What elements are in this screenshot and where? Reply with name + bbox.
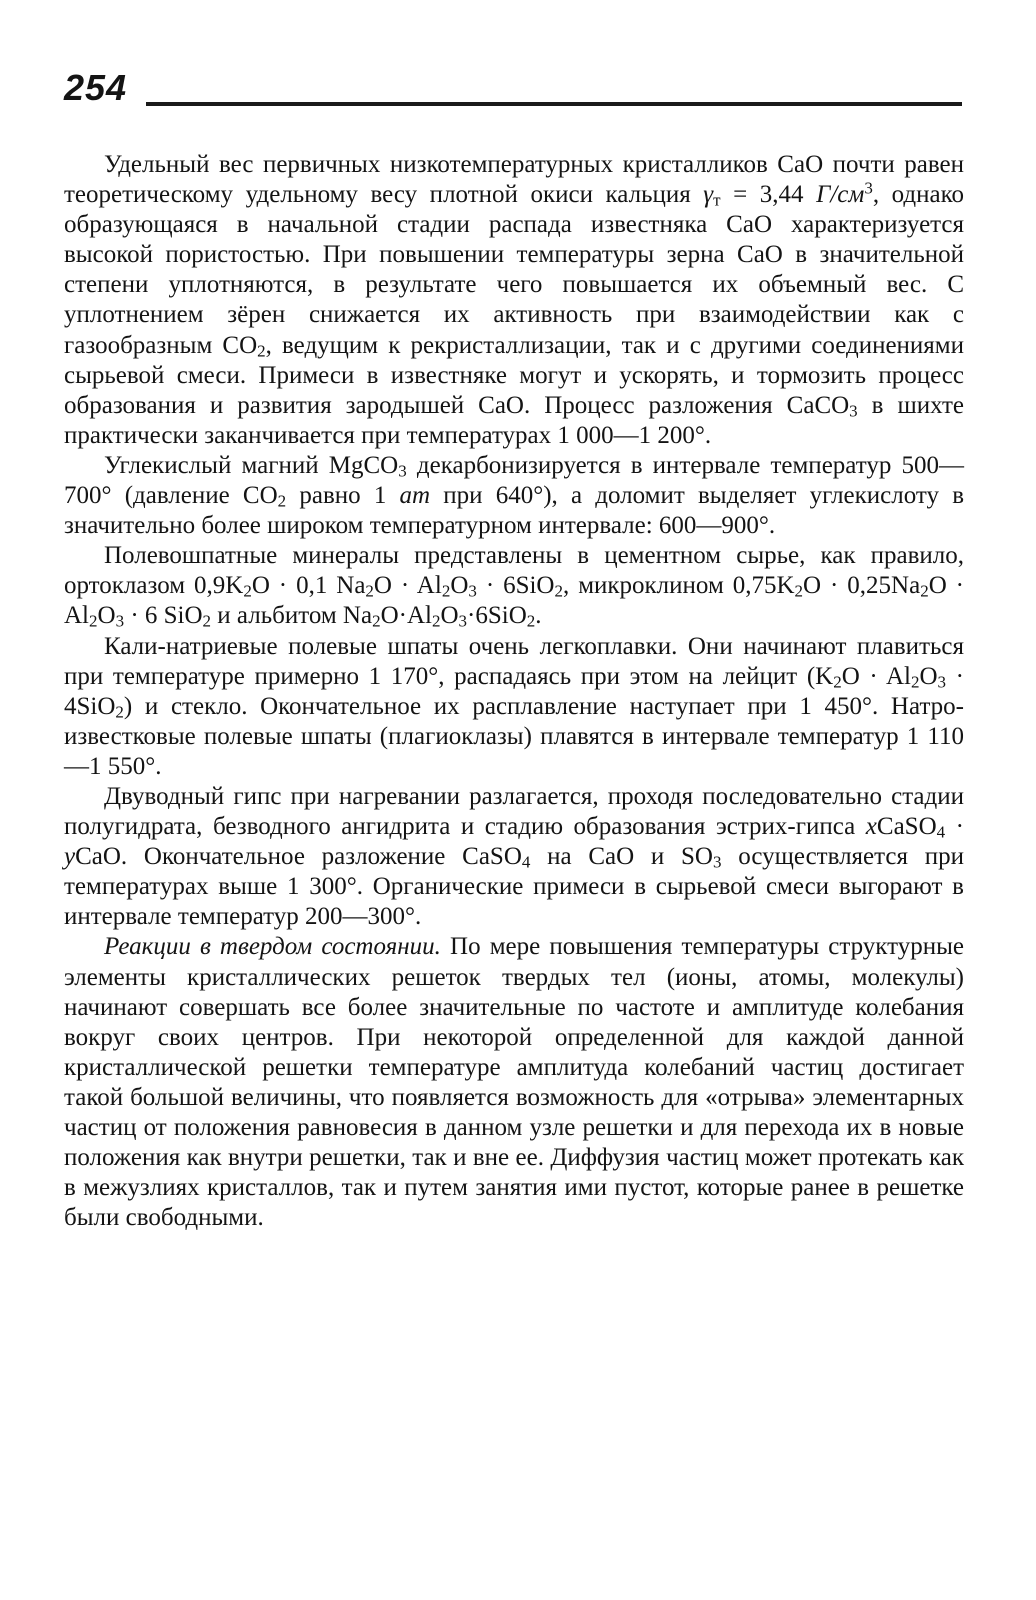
- text-segment: осуществляется при температурах выше 1 300°. Органические примеси в сырьевой смеси выгорают в интервале температур 200—300°.: [64, 843, 964, 931]
- text-segment: и альбитом Na: [211, 602, 373, 630]
- text-segment: ) и стекло. Окончательное их расплавление наступает при 1 450°. Натро-известковые полевые шпаты (плагиоклазы) плавятся в интервале температур 1 110—1 550°.: [64, 692, 964, 780]
- page-header: [64, 66, 962, 112]
- paragraph-feldspar-melting: [64, 632, 964, 782]
- text-segment: · 6 SiO: [124, 602, 203, 630]
- text-segment: ат: [399, 482, 431, 510]
- text-segment: 3: [398, 461, 407, 481]
- text-segment: 4: [521, 852, 531, 872]
- text-segment: т: [713, 190, 721, 210]
- paragraph-gypsum-lime-density: [64, 150, 964, 451]
- text-segment: O · Al: [64, 572, 965, 630]
- text-segment: в шихте практически заканчивается при температурах 1 000—1 200°.: [64, 391, 964, 449]
- text-segment: = 3,44: [720, 181, 817, 209]
- text-segment: O·Al: [380, 602, 432, 630]
- text-segment: 2: [910, 672, 920, 692]
- text-segment: По мере повышения температуры структурные элементы кристаллических решеток твердых тел (ионы, атомы, молекулы) начинают совершать все более значительные по частоте и амплитуде колебания вокруг своих центров. При некоторой определенной для каждой данной кристаллической решетки температуре амплитуда колебаний частиц достигает такой большой величины, что появляется возможность для «отрыва» элементарных частиц от положения равновесия в данном узле решетки и для перехода их в новые положения как внутри решетки, так и вне ее. Диффузия частиц может протекать как в межузлиях кристаллов, так и путем занятия ими пустот, которые ранее в решетке были свободными.: [64, 933, 964, 1232]
- text-segment: 3: [864, 178, 873, 198]
- text-segment: при 640°), а доломит выделяет углекислоту в значительно более широком температурном интервале: 600—900°.: [64, 482, 964, 540]
- text-segment: равно 1: [286, 482, 400, 510]
- text-segment: Углекислый магний MgCO: [104, 451, 399, 479]
- text-segment: 2: [202, 612, 212, 632]
- text-segment: Реакции в твердом состоянии.: [104, 933, 441, 961]
- text-segment: O · Al: [373, 572, 442, 600]
- text-segment: O · Al: [841, 662, 911, 690]
- text-segment: O: [450, 572, 469, 600]
- text-segment: 3: [458, 612, 468, 632]
- body-text: [64, 150, 964, 1233]
- text-segment: 2: [89, 612, 98, 632]
- page-number: 254: [64, 67, 128, 108]
- paragraph-magnesium-carbonate: [64, 451, 964, 541]
- text-segment: декарбонизируется в интервале температур 500—700° (давление СО: [64, 451, 964, 510]
- text-segment: на СаО и SO: [530, 843, 713, 871]
- text-segment: Двуводный гипс при нагревании разлагается, проходя последовательно стадии полугидрата, безводного ангидрита и стадию образования эстрих-гипса: [64, 782, 964, 841]
- text-segment: y: [64, 843, 76, 871]
- text-segment: Г/см: [816, 181, 865, 209]
- text-segment: 2: [431, 612, 441, 632]
- text-segment: 4: [936, 822, 946, 842]
- text-segment: 2: [794, 582, 804, 602]
- text-segment: , ведущим к рекристаллизации, так и с другими соединениями сырьевой смеси. Примеси в известняке могут и ускорять, и тормозить процесс образования и развития зародышей СаО. Процесс разложения СаСО: [64, 331, 965, 419]
- text-segment: O: [440, 602, 459, 630]
- text-segment: 2: [257, 341, 266, 361]
- paragraph-solid-state-reactions: [64, 932, 964, 1233]
- text-segment: 2: [277, 491, 287, 511]
- text-segment: CaSO: [876, 813, 937, 841]
- text-segment: O · 0,25Na: [803, 572, 921, 600]
- text-segment: 3: [712, 852, 722, 872]
- text-segment: · 4SiO: [64, 662, 965, 720]
- text-segment: 2: [526, 612, 536, 632]
- text-segment: 2: [441, 582, 451, 602]
- header-rule: [146, 102, 962, 106]
- text-segment: .: [535, 602, 542, 630]
- text-segment: 3: [849, 401, 858, 421]
- text-segment: ·6SiO: [467, 602, 527, 630]
- text-segment: γ: [703, 181, 714, 209]
- text-segment: 2: [243, 582, 252, 602]
- text-segment: Полевошпатные минералы представлены в цементном сырье, как правило, ортоклазом 0,9K: [64, 542, 964, 600]
- text-segment: 2: [365, 582, 374, 602]
- text-segment: 2: [920, 582, 929, 602]
- text-segment: Удельный вес первичных низкотемпературных кристалликов СаО почти равен теоретическому удельному весу плотной окиси кальция: [64, 151, 964, 209]
- paragraph-feldspar-minerals: [64, 541, 964, 631]
- text-segment: 2: [554, 582, 563, 602]
- text-segment: O · 0,1 Na: [251, 572, 366, 600]
- text-segment: ·: [945, 813, 964, 841]
- text-segment: · 6SiO: [476, 572, 555, 600]
- text-segment: x: [865, 813, 877, 841]
- text-segment: Кали-натриевые полевые шпаты очень легкоплавки. Они начинают плавиться при температуре примерно 1 170°, распадаясь при этом на лейцит (K: [64, 632, 964, 690]
- text-segment: 3: [937, 672, 947, 692]
- text-segment: CaO. Окончательное разложение CaSO: [75, 843, 522, 871]
- text-segment: 2: [833, 672, 842, 692]
- text-segment: 2: [372, 612, 381, 632]
- text-segment: O: [919, 662, 938, 690]
- paragraph-gypsum-decomposition: [64, 782, 964, 932]
- text-segment: 2: [115, 702, 124, 722]
- text-segment: , однако образующаяся в начальной стадии распада известняка СаО характеризуется высокой пористостью. При повышении температуры зерна СаО в значительной степени уплотняются, в результате чего повышается их объемный вес. С уплотнением зёрен снижается их активность при взаимодействии как с газообразным СО: [64, 181, 964, 359]
- text-segment: 3: [468, 582, 477, 602]
- text-segment: O: [97, 602, 116, 630]
- text-segment: 3: [115, 612, 125, 632]
- text-segment: , микроклином 0,75K: [563, 572, 795, 600]
